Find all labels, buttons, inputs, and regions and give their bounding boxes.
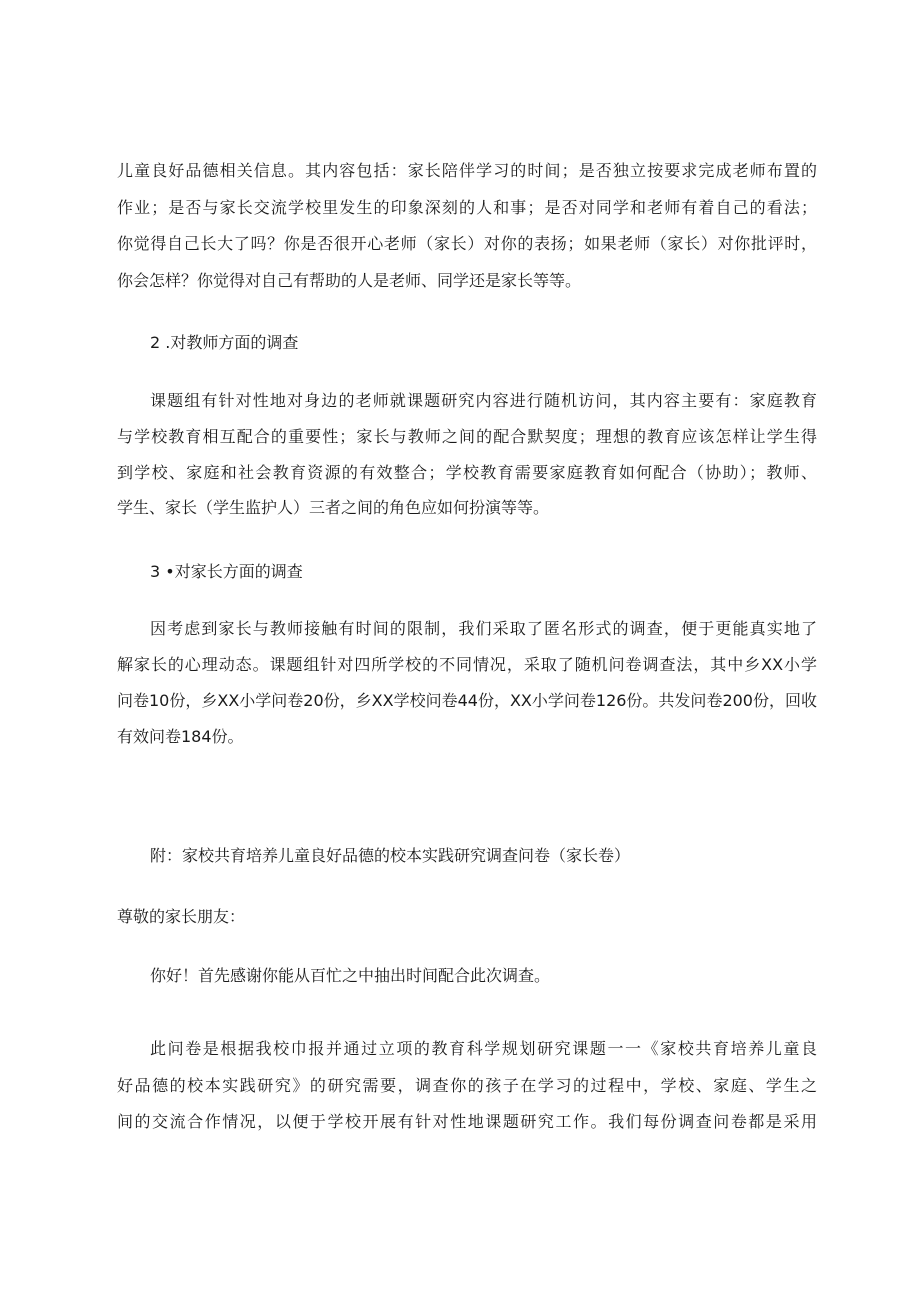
section-heading-parent-survey: 3 •对家长方面的调查 [150,562,303,581]
greeting: 你好！首先感谢你能从百忙之中抽出时间配合此次调查。 [150,966,551,985]
paragraph-line: 有效问卷184份。 [117,727,244,746]
paragraph-line: 学生、家长（学生监护人）三者之间的角色应如何扮演等等。 [117,498,550,517]
paragraph-line: 此问卷是根据我校巾报并通过立项的教育科学规划研究课题一一《家校共育培养儿童良 [150,1039,817,1058]
paragraph-line: 间的交流合作情况，以便于学校开展有针对性地课题研究工作。我们每份调查问卷都是采用 [117,1112,817,1131]
paragraph-line: 你觉得自己长大了吗？你是否很开心老师（家长）对你的表扬；如果老师（家长）对你批评时， [117,234,817,253]
paragraph-line: 作业；是否与家长交流学校里发生的印象深刻的人和事；是否对同学和老师有着自己的看法； [117,198,817,217]
section-heading-teacher-survey: 2 .对教师方面的调查 [150,333,299,352]
paragraph-line: 到学校、家庭和社会教育资源的有效整合；学校教育需要家庭教育如何配合（协助）；教师、 [117,463,817,482]
paragraph-line: 课题组有针对性地对身边的老师就课题研究内容进行随机访问，其内容主要有：家庭教育 [150,391,817,410]
paragraph-line: 解家长的心理动态。课题组针对四所学校的不同情况，采取了随机问卷调查法，其中乡XX小学 [117,655,817,674]
salutation: 尊敬的家长朋友： [117,907,246,926]
paragraph-line: 儿童良好品德相关信息。其内容包括：家长陪伴学习的时间；是否独立按要求完成老师布置的 [117,161,817,180]
appendix-title: 附：家校共育培养儿童良好品德的校本实践研究调查问卷（家长卷） [150,846,631,865]
paragraph-line: 与学校教育相互配合的重要性；家长与教师之间的配合默契度；理想的教育应该怎样让学生得 [117,427,817,446]
paragraph-line: 好品德的校本实践研究》的研究需要，调查你的孩子在学习的过程中，学校、家庭、学生之 [117,1076,817,1095]
paragraph-line: 因考虑到家长与教师接触有时间的限制，我们采取了匿名形式的调查，便于更能真实地了 [150,619,817,638]
paragraph-line: 你会怎样？你觉得对自己有帮助的人是老师、同学还是家长等等。 [117,271,582,290]
paragraph-line: 问卷10份，乡XX小学问卷20份，乡XX学校问卷44份，XX小学问卷126份。共发问卷200份，回收 [117,691,817,710]
